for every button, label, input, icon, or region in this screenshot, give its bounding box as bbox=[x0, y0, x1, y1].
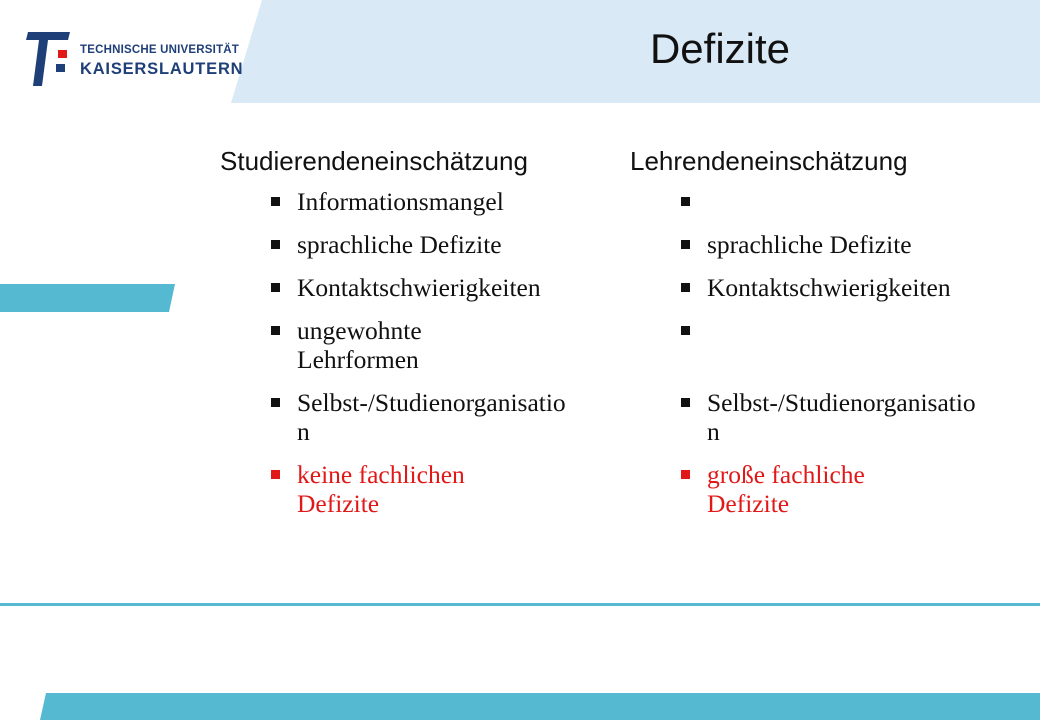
square-bullet-icon bbox=[271, 470, 280, 479]
square-bullet-icon bbox=[271, 398, 280, 407]
left-accent-bar bbox=[0, 284, 180, 312]
list-item bbox=[630, 187, 1025, 216]
teacher-assessment-column bbox=[630, 145, 1025, 518]
list-item: Selbst-/Studienorganisation bbox=[630, 388, 1025, 446]
square-bullet-icon bbox=[271, 240, 280, 249]
list-item: Kontaktschwierigkeiten bbox=[630, 273, 1025, 302]
list-item: sprachliche Defizite bbox=[220, 230, 610, 259]
logo-line-2: KAISERSLAUTERN bbox=[80, 60, 244, 78]
teacher-assessment-heading: Lehrendeneinschätzung bbox=[630, 146, 908, 176]
list-item: Informationsmangel bbox=[220, 187, 610, 216]
square-bullet-icon bbox=[681, 326, 690, 335]
list-item: Kontaktschwierigkeiten bbox=[220, 273, 610, 302]
bottom-accent-bar bbox=[0, 693, 1040, 720]
list-item bbox=[630, 316, 1025, 374]
tu-logo-mark-icon bbox=[22, 30, 74, 88]
slide-title: Defizite bbox=[649, 25, 791, 72]
student-assessment-list bbox=[220, 187, 610, 518]
list-item: ungewohnte Lehrformen bbox=[220, 316, 610, 374]
logo-line-1: TECHNISCHE UNIVERSITÄT bbox=[80, 44, 240, 56]
teacher-assessment-list bbox=[630, 187, 1025, 518]
list-item: große fachliche Defizite bbox=[630, 460, 1025, 518]
square-bullet-icon bbox=[681, 398, 690, 407]
student-assessment-column bbox=[220, 145, 610, 518]
list-item: keine fachlichen Defizite bbox=[220, 460, 610, 518]
list-item: sprachliche Defizite bbox=[630, 230, 1025, 259]
square-bullet-icon bbox=[681, 240, 690, 249]
square-bullet-icon bbox=[271, 326, 280, 335]
square-bullet-icon bbox=[271, 283, 280, 292]
student-assessment-heading: Studierendeneinschätzung bbox=[220, 146, 528, 176]
divider-line bbox=[0, 603, 1040, 606]
square-bullet-icon bbox=[271, 197, 280, 206]
square-bullet-icon bbox=[681, 197, 690, 206]
university-logo bbox=[22, 30, 244, 92]
list-item: Selbst-/Studienorganisation bbox=[220, 388, 610, 446]
square-bullet-icon bbox=[681, 283, 690, 292]
square-bullet-icon bbox=[681, 470, 690, 479]
